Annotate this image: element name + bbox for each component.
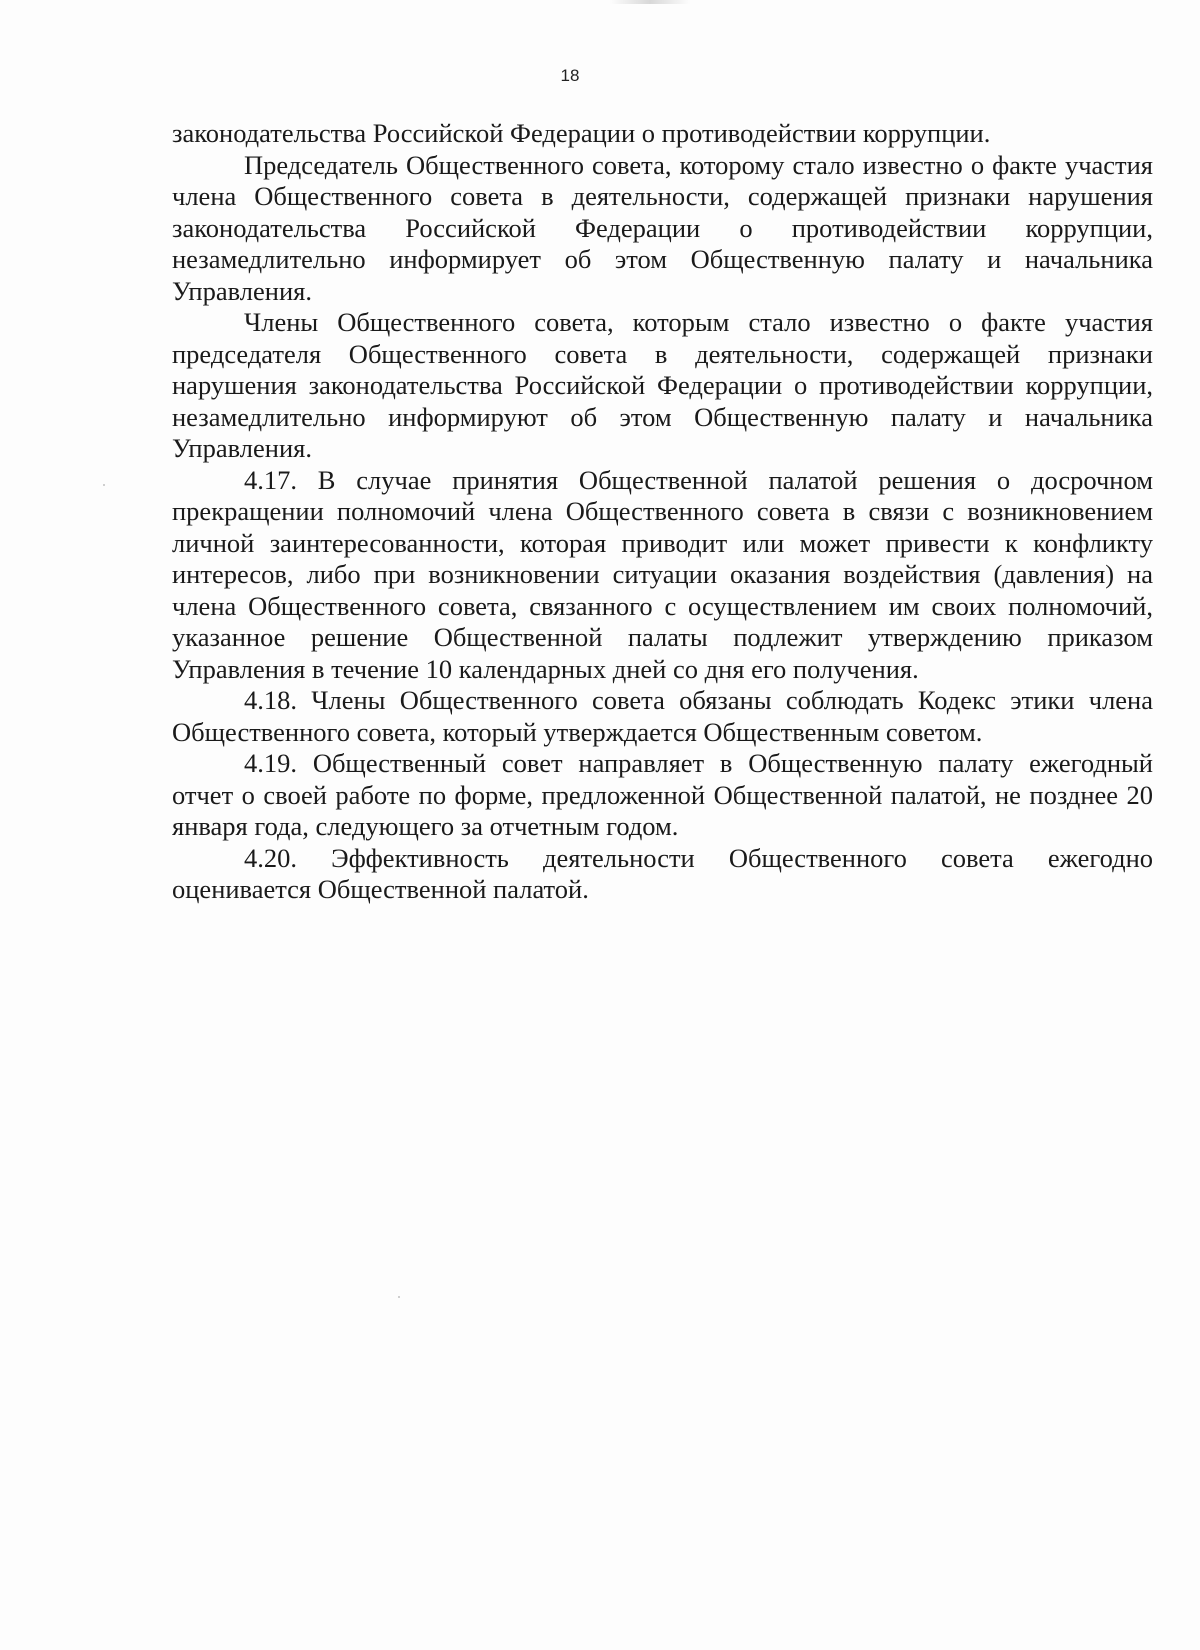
scan-artifact <box>610 0 690 4</box>
scan-artifact <box>103 484 105 486</box>
paragraph: Члены Общественного совета, которым стало известно о факте участия председателя Общественного совета в деятельности, содержащей признаки нарушения законодательства Российской Федерации о противодействии коррупции, незамедлительно информируют об этом Общественную палату и начальника Управления. <box>172 307 1153 463</box>
paragraph: 4.18. Члены Общественного совета обязаны соблюдать Кодекс этики члена Общественного совета, который утверждается Общественным советом. <box>172 685 1153 747</box>
paragraph: законодательства Российской Федерации о противодействии коррупции. <box>172 118 991 148</box>
paragraph: 4.19. Общественный совет направляет в Общественную палату ежегодный отчет о своей работе по форме, предложенной Общественной палатой, не позднее 20 января года, следующего за отчетным годом. <box>172 748 1153 841</box>
paragraph: Председатель Общественного совета, которому стало известно о факте участия члена Общественного совета в деятельности, содержащей признаки нарушения законодательства Российской Федерации о противодействии коррупции, незамедлительно информирует об этом Общественную палату и начальника Управления. <box>172 149 1153 306</box>
page-number: 18 <box>560 66 580 85</box>
paragraph: 4.20. Эффективность деятельности Общественного совета ежегодно оценивается Общественной палатой. <box>172 842 1153 904</box>
document-body <box>172 118 1153 906</box>
paragraph: 4.17. В случае принятия Общественной палатой решения о досрочном прекращении полномочий члена Общественного совета в связи с возникновением личной заинтересованности, которая приводит или может привести к конфликту интересов, либо при возникновении ситуации оказания воздействия (давления) на члена Общественного совета, связанного с осуществлением им своих полномочий, указанное решение Общественной палаты подлежит утверждению приказом Управления в течение 10 календарных дней со дня его получения. <box>172 464 1153 684</box>
scan-artifact <box>398 1296 400 1298</box>
